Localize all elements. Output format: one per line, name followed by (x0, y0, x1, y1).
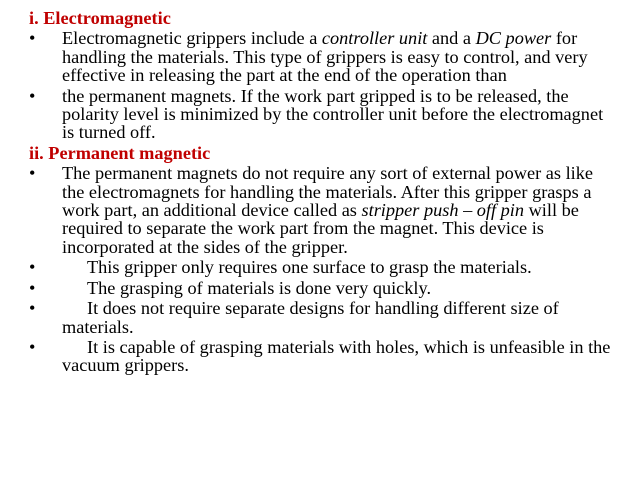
bullet-text: It is capable of grasping materials with holes, which is unfeasible in the vacuum grippers. (62, 336, 611, 376)
bullet-text: Electromagnetic grippers include a controller unit and a DC power for handling the materials. This type of grippers is easy to control, and very effective in releasing the part at the end of the operation than (62, 28, 588, 86)
section-heading-permanent-magnetic: ii. Permanent magnetic (29, 142, 211, 163)
bullet-icon: • (29, 85, 36, 106)
bullet-text: It does not require separate designs for handling different size of materials. (62, 298, 559, 337)
bullet-item (29, 164, 618, 256)
bullet-icon: • (29, 163, 36, 184)
bullet-text: The permanent magnets do not require any sort of external power as like the electromagnets for handling the materials. After this gripper grasps a work part, an additional device called as stripper push – off pin will be required to separate the work part from the magnet. This device is incorporated at the sides of the gripper. (62, 163, 593, 257)
bullet-item (29, 29, 618, 84)
bullet-item (29, 279, 618, 297)
bullet-text: This gripper only requires one surface to grasp the materials. (87, 257, 532, 278)
bullet-item (29, 87, 618, 142)
bullet-icon: • (29, 28, 36, 49)
bullet-item (29, 338, 618, 375)
bullet-text: The grasping of materials is done very quickly. (87, 277, 432, 298)
bullet-icon: • (29, 257, 36, 278)
bullet-icon: • (29, 336, 36, 357)
bullet-icon: • (29, 277, 36, 298)
bullet-text: the permanent magnets. If the work part gripped is to be released, the polarity level is minimized by the controller unit before the electromagnet is turned off. (62, 85, 604, 143)
bullet-item (29, 258, 618, 276)
section-heading-electromagnetic: i. Electromagnetic (29, 8, 171, 28)
bullet-item (29, 299, 618, 336)
bullet-icon: • (29, 298, 36, 319)
